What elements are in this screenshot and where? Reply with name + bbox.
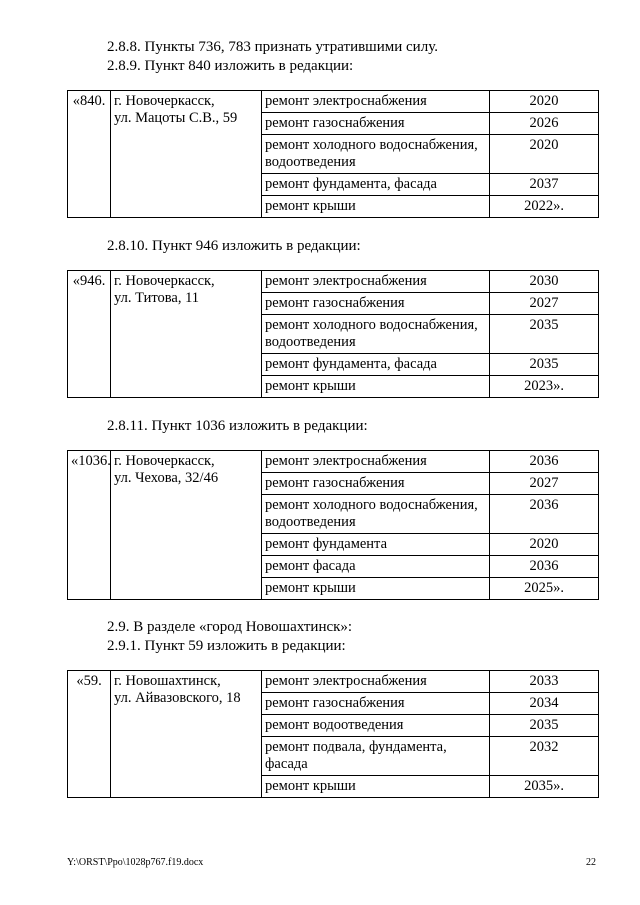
year-cell: 2027: [490, 293, 599, 315]
work-type-cell: [262, 113, 490, 135]
work-type-line: водоотведения: [265, 154, 356, 170]
year-cell: 2026: [490, 113, 599, 135]
year-cell: 2027: [490, 473, 599, 495]
work-type-line: ремонт крыши: [265, 580, 356, 596]
year-cell: 2037: [490, 174, 599, 196]
work-type-line: ремонт электроснабжения: [265, 453, 427, 469]
work-type-line: ремонт фундамента, фасада: [265, 356, 437, 372]
work-type-cell: [262, 174, 490, 196]
address-cell: [111, 671, 262, 798]
work-type-cell: [262, 776, 490, 798]
work-type-cell: [262, 315, 490, 354]
table-item-840: [67, 90, 599, 218]
year-cell: 2032: [490, 737, 599, 776]
work-type-cell: [262, 135, 490, 174]
paragraph-2-8-10: 2.8.10. Пункт 946 изложить в редакции:: [107, 238, 361, 254]
paragraph-2-8-9: 2.8.9. Пункт 840 изложить в редакции:: [107, 58, 354, 74]
year-cell: 2035».: [490, 776, 599, 798]
paragraph-2-8-11: 2.8.11. Пункт 1036 изложить в редакции:: [107, 418, 368, 434]
work-type-cell: [262, 451, 490, 473]
table-item-946: [67, 270, 599, 398]
paragraph-2-9: 2.9. В разделе «город Новошахтинск»:: [107, 619, 353, 635]
paragraph-2-8-8: 2.8.8. Пункты 736, 783 признать утратившими силу.: [107, 39, 438, 55]
work-type-line: ремонт холодного водоснабжения,: [265, 497, 478, 513]
table-row: [68, 671, 599, 693]
work-type-line: ремонт фасада: [265, 558, 356, 574]
table-item-59: [67, 670, 599, 798]
table-body: [68, 271, 599, 398]
address-cell: [111, 91, 262, 218]
table-row: [68, 451, 599, 473]
table-row: [68, 271, 599, 293]
footer-file-path: Y:\ORST\Ppo\1028p767.f19.docx: [67, 857, 204, 868]
work-type-cell: [262, 556, 490, 578]
year-cell: 2033: [490, 671, 599, 693]
year-cell: 2020: [490, 91, 599, 113]
table-row: [68, 91, 599, 113]
item-number: «59.: [68, 671, 111, 798]
address-city: г. Новочеркасск,: [114, 93, 215, 109]
work-type-cell: [262, 578, 490, 600]
footer-page-number: 22: [586, 857, 596, 868]
work-type-line: ремонт крыши: [265, 778, 356, 794]
year-cell: 2035: [490, 354, 599, 376]
work-type-line: фасада: [265, 756, 308, 772]
address-city: г. Новошахтинск,: [114, 673, 221, 689]
year-cell: 2023».: [490, 376, 599, 398]
work-type-line: ремонт крыши: [265, 198, 356, 214]
work-type-cell: [262, 715, 490, 737]
work-type-cell: [262, 271, 490, 293]
work-type-line: ремонт подвала, фундамента,: [265, 739, 447, 755]
table-body: [68, 451, 599, 600]
year-cell: 2036: [490, 495, 599, 534]
work-type-cell: [262, 91, 490, 113]
item-number: «840.: [68, 91, 111, 218]
address-cell: [111, 451, 262, 600]
work-type-line: ремонт газоснабжения: [265, 295, 405, 311]
address-street: ул. Титова, 11: [114, 290, 200, 306]
work-type-line: ремонт газоснабжения: [265, 475, 405, 491]
year-cell: 2036: [490, 451, 599, 473]
work-type-cell: [262, 376, 490, 398]
table-body: [68, 671, 599, 798]
work-type-cell: [262, 473, 490, 495]
item-number: «946.: [68, 271, 111, 398]
year-cell: 2035: [490, 315, 599, 354]
work-type-line: ремонт газоснабжения: [265, 115, 405, 131]
work-type-line: ремонт электроснабжения: [265, 273, 427, 289]
work-type-cell: [262, 196, 490, 218]
work-type-line: ремонт холодного водоснабжения,: [265, 317, 478, 333]
address-street: ул. Мацоты С.В., 59: [114, 110, 238, 126]
work-type-line: ремонт крыши: [265, 378, 356, 394]
work-type-line: ремонт водоотведения: [265, 717, 404, 733]
year-cell: 2025».: [490, 578, 599, 600]
work-type-cell: [262, 495, 490, 534]
address-street: ул. Чехова, 32/46: [114, 470, 219, 486]
work-type-line: водоотведения: [265, 334, 356, 350]
year-cell: 2035: [490, 715, 599, 737]
work-type-line: ремонт холодного водоснабжения,: [265, 137, 478, 153]
work-type-line: ремонт электроснабжения: [265, 673, 427, 689]
table-item-1036: [67, 450, 599, 600]
address-city: г. Новочеркасск,: [114, 273, 215, 289]
work-type-line: водоотведения: [265, 514, 356, 530]
address-city: г. Новочеркасск,: [114, 453, 215, 469]
work-type-cell: [262, 737, 490, 776]
item-number: «1036.: [68, 451, 111, 600]
work-type-cell: [262, 534, 490, 556]
year-cell: 2036: [490, 556, 599, 578]
work-type-cell: [262, 671, 490, 693]
work-type-line: ремонт газоснабжения: [265, 695, 405, 711]
year-cell: 2020: [490, 135, 599, 174]
year-cell: 2022».: [490, 196, 599, 218]
table-body: [68, 91, 599, 218]
work-type-line: ремонт фундамента: [265, 536, 388, 552]
work-type-cell: [262, 293, 490, 315]
year-cell: 2030: [490, 271, 599, 293]
address-cell: [111, 271, 262, 398]
year-cell: 2034: [490, 693, 599, 715]
work-type-cell: [262, 354, 490, 376]
paragraph-2-9-1: 2.9.1. Пункт 59 изложить в редакции:: [107, 638, 346, 654]
work-type-line: ремонт фундамента, фасада: [265, 176, 437, 192]
work-type-line: ремонт электроснабжения: [265, 93, 427, 109]
address-street: ул. Айвазовского, 18: [114, 690, 241, 706]
work-type-cell: [262, 693, 490, 715]
year-cell: 2020: [490, 534, 599, 556]
